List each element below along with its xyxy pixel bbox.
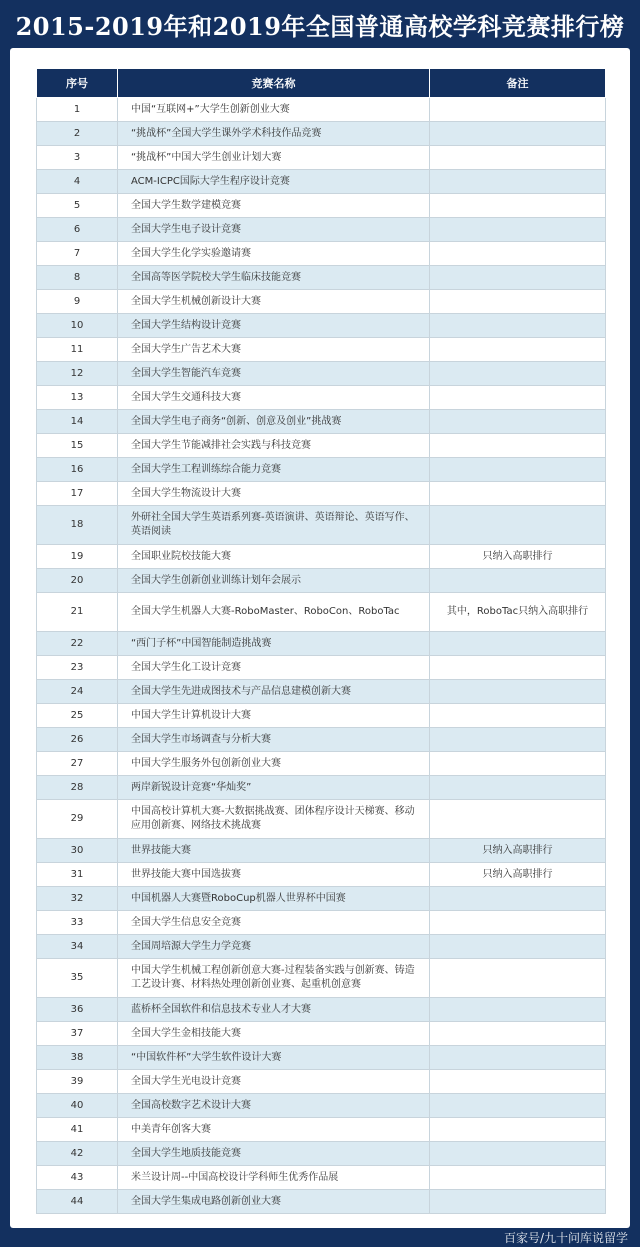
table-row xyxy=(37,704,606,728)
row-index: 13 xyxy=(37,386,118,410)
row-index: 34 xyxy=(37,935,118,959)
row-competition-name: 全国大学生先进成图技术与产品信息建模创新大赛 xyxy=(118,680,430,704)
row-note xyxy=(430,911,606,935)
table-row xyxy=(37,170,606,194)
row-index: 7 xyxy=(37,242,118,266)
table-row xyxy=(37,242,606,266)
row-competition-name: 全国大学生物流设计大赛 xyxy=(118,482,430,506)
table-row xyxy=(37,266,606,290)
table-row xyxy=(37,98,606,122)
row-index: 38 xyxy=(37,1046,118,1070)
table-row xyxy=(37,1070,606,1094)
row-competition-name: 全国大学生数学建模竞赛 xyxy=(118,194,430,218)
table-row xyxy=(37,386,606,410)
row-note xyxy=(430,482,606,506)
row-competition-name: 全国大学生交通科技大赛 xyxy=(118,386,430,410)
row-note: 其中，RoboTac只纳入高职排行 xyxy=(430,593,606,632)
row-index: 44 xyxy=(37,1190,118,1214)
row-competition-name: “挑战杯”中国大学生创业计划大赛 xyxy=(118,146,430,170)
row-competition-name: 全国大学生金相技能大赛 xyxy=(118,1022,430,1046)
row-index: 21 xyxy=(37,593,118,632)
row-competition-name: 全国大学生节能减排社会实践与科技竞赛 xyxy=(118,434,430,458)
row-index: 10 xyxy=(37,314,118,338)
row-note xyxy=(430,1118,606,1142)
row-index: 43 xyxy=(37,1166,118,1190)
row-index: 39 xyxy=(37,1070,118,1094)
row-note xyxy=(430,1046,606,1070)
table-row xyxy=(37,338,606,362)
table-row xyxy=(37,1166,606,1190)
header-index: 序号 xyxy=(37,69,118,98)
row-index: 42 xyxy=(37,1142,118,1166)
row-note xyxy=(430,194,606,218)
row-competition-name: 全国大学生化学实验邀请赛 xyxy=(118,242,430,266)
row-note xyxy=(430,1094,606,1118)
row-competition-name: 全国职业院校技能大赛 xyxy=(118,545,430,569)
table-body xyxy=(37,98,606,1214)
row-competition-name: 中美青年创客大赛 xyxy=(118,1118,430,1142)
row-competition-name: 中国“互联网+”大学生创新创业大赛 xyxy=(118,98,430,122)
row-index: 40 xyxy=(37,1094,118,1118)
row-competition-name: 外研社全国大学生英语系列赛-英语演讲、英语辩论、英语写作、英语阅读 xyxy=(118,506,430,545)
row-note xyxy=(430,410,606,434)
table-row xyxy=(37,362,606,386)
row-competition-name: ACM-ICPC国际大学生程序设计竞赛 xyxy=(118,170,430,194)
row-note xyxy=(430,1142,606,1166)
table-row xyxy=(37,839,606,863)
row-competition-name: 中国大学生服务外包创新创业大赛 xyxy=(118,752,430,776)
table-row xyxy=(37,728,606,752)
row-index: 36 xyxy=(37,998,118,1022)
row-index: 4 xyxy=(37,170,118,194)
row-competition-name: 全国大学生工程训练综合能力竞赛 xyxy=(118,458,430,482)
row-note xyxy=(430,290,606,314)
table-row xyxy=(37,863,606,887)
row-competition-name: 两岸新锐设计竞赛“华灿奖” xyxy=(118,776,430,800)
row-note xyxy=(430,632,606,656)
row-competition-name: 全国大学生机器人大赛-RoboMaster、RoboCon、RoboTac xyxy=(118,593,430,632)
row-note xyxy=(430,569,606,593)
table-row xyxy=(37,545,606,569)
row-competition-name: 全国大学生集成电路创新创业大赛 xyxy=(118,1190,430,1214)
row-note xyxy=(430,386,606,410)
row-competition-name: 全国大学生创新创业训练计划年会展示 xyxy=(118,569,430,593)
table-row xyxy=(37,1046,606,1070)
row-note xyxy=(430,98,606,122)
row-index: 28 xyxy=(37,776,118,800)
row-note xyxy=(430,218,606,242)
row-note xyxy=(430,1070,606,1094)
header-competition-name: 竞赛名称 xyxy=(118,69,430,98)
row-note xyxy=(430,146,606,170)
row-index: 31 xyxy=(37,863,118,887)
row-index: 32 xyxy=(37,887,118,911)
row-index: 1 xyxy=(37,98,118,122)
row-index: 33 xyxy=(37,911,118,935)
row-note xyxy=(430,656,606,680)
row-competition-name: “挑战杯”全国大学生课外学术科技作品竞赛 xyxy=(118,122,430,146)
table-row xyxy=(37,887,606,911)
row-note xyxy=(430,458,606,482)
table-row xyxy=(37,194,606,218)
row-competition-name: 全国大学生电子商务“创新、创意及创业”挑战赛 xyxy=(118,410,430,434)
row-index: 37 xyxy=(37,1022,118,1046)
row-note xyxy=(430,752,606,776)
row-index: 22 xyxy=(37,632,118,656)
row-competition-name: 中国大学生计算机设计大赛 xyxy=(118,704,430,728)
row-index: 24 xyxy=(37,680,118,704)
row-index: 41 xyxy=(37,1118,118,1142)
row-competition-name: 中国大学生机械工程创新创意大赛-过程装备实践与创新赛、铸造工艺设计赛、材料热处理创新创业赛、起重机创意赛 xyxy=(118,959,430,998)
row-competition-name: 全国高校数字艺术设计大赛 xyxy=(118,1094,430,1118)
row-competition-name: “中国软件杯”大学生软件设计大赛 xyxy=(118,1046,430,1070)
row-note xyxy=(430,338,606,362)
row-index: 14 xyxy=(37,410,118,434)
table-row xyxy=(37,680,606,704)
row-note xyxy=(430,122,606,146)
row-note xyxy=(430,1166,606,1190)
table-row xyxy=(37,1118,606,1142)
header-note: 备注 xyxy=(430,69,606,98)
table-row xyxy=(37,776,606,800)
table-row xyxy=(37,1190,606,1214)
table-row xyxy=(37,434,606,458)
table-row xyxy=(37,911,606,935)
row-note xyxy=(430,728,606,752)
row-index: 25 xyxy=(37,704,118,728)
row-competition-name: 世界技能大赛 xyxy=(118,839,430,863)
table-row xyxy=(37,800,606,839)
table-row xyxy=(37,1142,606,1166)
row-note xyxy=(430,680,606,704)
row-note xyxy=(430,1190,606,1214)
table-row xyxy=(37,656,606,680)
row-note xyxy=(430,776,606,800)
row-index: 16 xyxy=(37,458,118,482)
row-note xyxy=(430,242,606,266)
row-index: 8 xyxy=(37,266,118,290)
table-row xyxy=(37,410,606,434)
table-row xyxy=(37,458,606,482)
table-panel xyxy=(10,48,630,1228)
row-index: 5 xyxy=(37,194,118,218)
row-index: 11 xyxy=(37,338,118,362)
row-competition-name: 全国大学生机械创新设计大赛 xyxy=(118,290,430,314)
row-note xyxy=(430,362,606,386)
row-note: 只纳入高职排行 xyxy=(430,839,606,863)
row-note: 只纳入高职排行 xyxy=(430,545,606,569)
table-row xyxy=(37,146,606,170)
row-note xyxy=(430,1022,606,1046)
table-row xyxy=(37,290,606,314)
row-index: 3 xyxy=(37,146,118,170)
row-competition-name: 全国高等医学院校大学生临床技能竞赛 xyxy=(118,266,430,290)
row-competition-name: 中国机器人大赛暨RoboCup机器人世界杯中国赛 xyxy=(118,887,430,911)
row-index: 18 xyxy=(37,506,118,545)
watermark: 百家号/九十问库说留学 xyxy=(503,1231,628,1245)
table-row xyxy=(37,752,606,776)
row-competition-name: 全国大学生化工设计竞赛 xyxy=(118,656,430,680)
row-note xyxy=(430,959,606,998)
row-note xyxy=(430,704,606,728)
table-row xyxy=(37,593,606,632)
row-index: 6 xyxy=(37,218,118,242)
row-index: 26 xyxy=(37,728,118,752)
row-competition-name: 全国大学生智能汽车竞赛 xyxy=(118,362,430,386)
table-row xyxy=(37,482,606,506)
row-note xyxy=(430,266,606,290)
row-index: 19 xyxy=(37,545,118,569)
table-row xyxy=(37,314,606,338)
row-competition-name: 米兰设计周--中国高校设计学科师生优秀作品展 xyxy=(118,1166,430,1190)
table-row xyxy=(37,1094,606,1118)
row-competition-name: 全国大学生电子设计竞赛 xyxy=(118,218,430,242)
row-index: 17 xyxy=(37,482,118,506)
table-row xyxy=(37,959,606,998)
row-index: 20 xyxy=(37,569,118,593)
row-competition-name: 全国大学生市场调查与分析大赛 xyxy=(118,728,430,752)
table-row xyxy=(37,569,606,593)
row-competition-name: 全国大学生光电设计竞赛 xyxy=(118,1070,430,1094)
row-competition-name: “西门子杯”中国智能制造挑战赛 xyxy=(118,632,430,656)
table-header-row xyxy=(37,69,606,98)
table-row xyxy=(37,218,606,242)
row-competition-name: 全国大学生结构设计竞赛 xyxy=(118,314,430,338)
table-row xyxy=(37,998,606,1022)
table-row xyxy=(37,122,606,146)
row-index: 9 xyxy=(37,290,118,314)
row-index: 29 xyxy=(37,800,118,839)
row-competition-name: 全国大学生信息安全竞赛 xyxy=(118,911,430,935)
row-competition-name: 全国大学生地质技能竞赛 xyxy=(118,1142,430,1166)
table-row xyxy=(37,935,606,959)
row-competition-name: 全国大学生广告艺术大赛 xyxy=(118,338,430,362)
page-title: 2015-2019年和2019年全国普通高校学科竞赛排行榜 xyxy=(15,11,625,41)
row-note: 只纳入高职排行 xyxy=(430,863,606,887)
row-note xyxy=(430,314,606,338)
row-note xyxy=(430,434,606,458)
row-competition-name: 蓝桥杯全国软件和信息技术专业人才大赛 xyxy=(118,998,430,1022)
row-note xyxy=(430,800,606,839)
row-competition-name: 全国周培源大学生力学竞赛 xyxy=(118,935,430,959)
row-competition-name: 世界技能大赛中国选拔赛 xyxy=(118,863,430,887)
row-index: 23 xyxy=(37,656,118,680)
ranking-table xyxy=(36,68,606,1214)
row-note xyxy=(430,998,606,1022)
row-note xyxy=(430,935,606,959)
row-note xyxy=(430,887,606,911)
row-note xyxy=(430,170,606,194)
row-note xyxy=(430,506,606,545)
row-index: 27 xyxy=(37,752,118,776)
row-index: 15 xyxy=(37,434,118,458)
row-index: 2 xyxy=(37,122,118,146)
table-row xyxy=(37,632,606,656)
row-index: 35 xyxy=(37,959,118,998)
row-index: 12 xyxy=(37,362,118,386)
table-row xyxy=(37,506,606,545)
row-index: 30 xyxy=(37,839,118,863)
row-competition-name: 中国高校计算机大赛-大数据挑战赛、团体程序设计天梯赛、移动应用创新赛、网络技术挑战赛 xyxy=(118,800,430,839)
table-row xyxy=(37,1022,606,1046)
